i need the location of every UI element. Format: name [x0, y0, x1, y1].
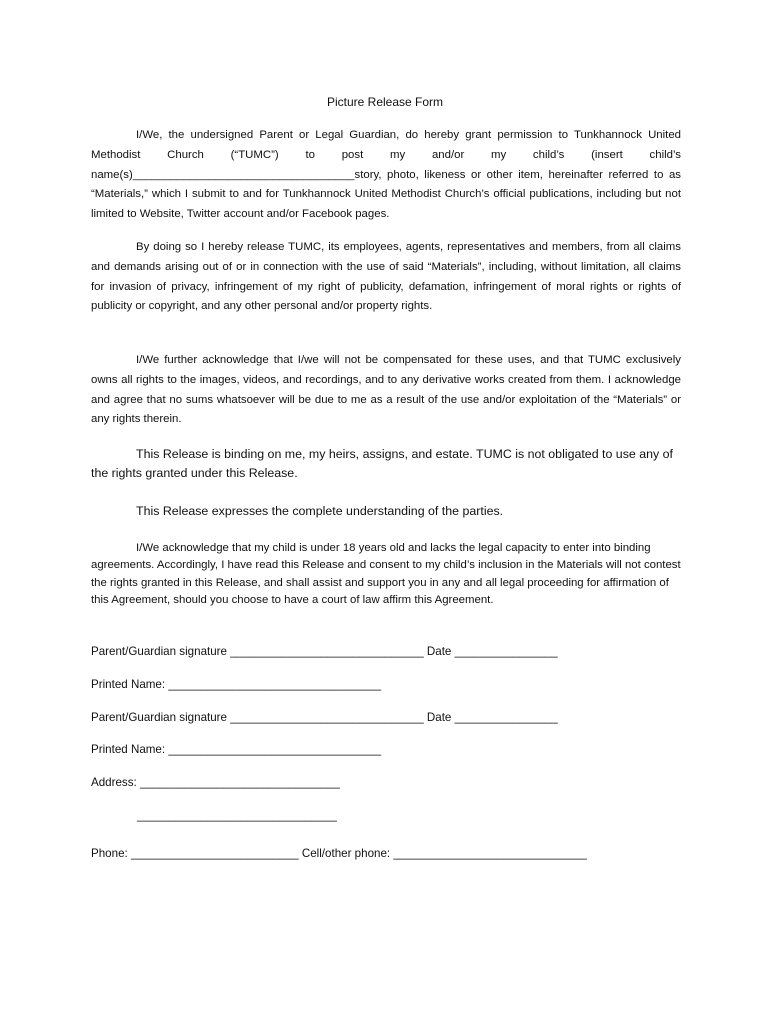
printed-name-field-2[interactable]: Printed Name: _________________________________ [91, 743, 382, 756]
address-line-2-field[interactable]: _______________________________ [137, 809, 337, 822]
address-field[interactable]: Address: _______________________________ [91, 776, 340, 789]
compensation-paragraph: I/We further acknowledge that I/we will not be compensated for these uses, and that TUMC exclusively owns all rights to the images, videos, and recordings, and to any derivative works created from them. I acknowledge and agree that no sums whatsoever will be due to me as a result of the use and/or exploitation of the “Materials” or any rights therein. [91, 354, 681, 426]
form-title: Picture Release Form [326, 95, 444, 109]
understanding-paragraph: This Release expresses the complete understanding of the parties. [136, 504, 504, 518]
minor-consent-paragraph: I/We acknowledge that my child is under 18 years old and lacks the legal capacity to enter into binding agreements. Accordingly, I have read this Release and consent to my child’s inclusion in the Materials will not contest the rights granted in this Release, and shall assist and support you in any and all legal proceeding for affirmation of this Agreement, should you choose to have a court of law affirm this Agreement. [91, 542, 681, 607]
phone-field[interactable]: Phone: __________________________ Cell/other phone: ______________________________ [91, 847, 587, 860]
binding-paragraph: This Release is binding on me, my heirs, assigns, and estate. TUMC is not obligated to use any of the rights granted under this Release. [91, 447, 673, 480]
release-paragraph: By doing so I hereby release TUMC, its employees, agents, representatives and members, from all claims and demands arising out of or in connection with the use of said “Materials”, including, without limitation, all claims for invasion of privacy, infringement of my right of publicity, defamation, infringement of moral rights or rights of publicity or copyright, and any other personal and/or property rights. [91, 241, 681, 313]
printed-name-field-1[interactable]: Printed Name: _________________________________ [91, 678, 382, 691]
permission-paragraph: I/We, the undersigned Parent or Legal Guardian, do hereby grant permission to Tunkhannock United Methodist Church (“TUMC”) to post my and/or my child’s (insert child’s name(s)___________________________________story, photo, likeness or other item, hereinafter referred to as “Materials,” which I submit to and for Tunkhannock United Methodist Church’s official publications, including but not limited to Website, Twitter account and/or Facebook pages. [91, 129, 681, 221]
guardian-signature-field-1[interactable]: Parent/Guardian signature ______________________________ Date ________________ [91, 645, 558, 658]
guardian-signature-field-2[interactable]: Parent/Guardian signature ______________________________ Date ________________ [91, 711, 558, 724]
